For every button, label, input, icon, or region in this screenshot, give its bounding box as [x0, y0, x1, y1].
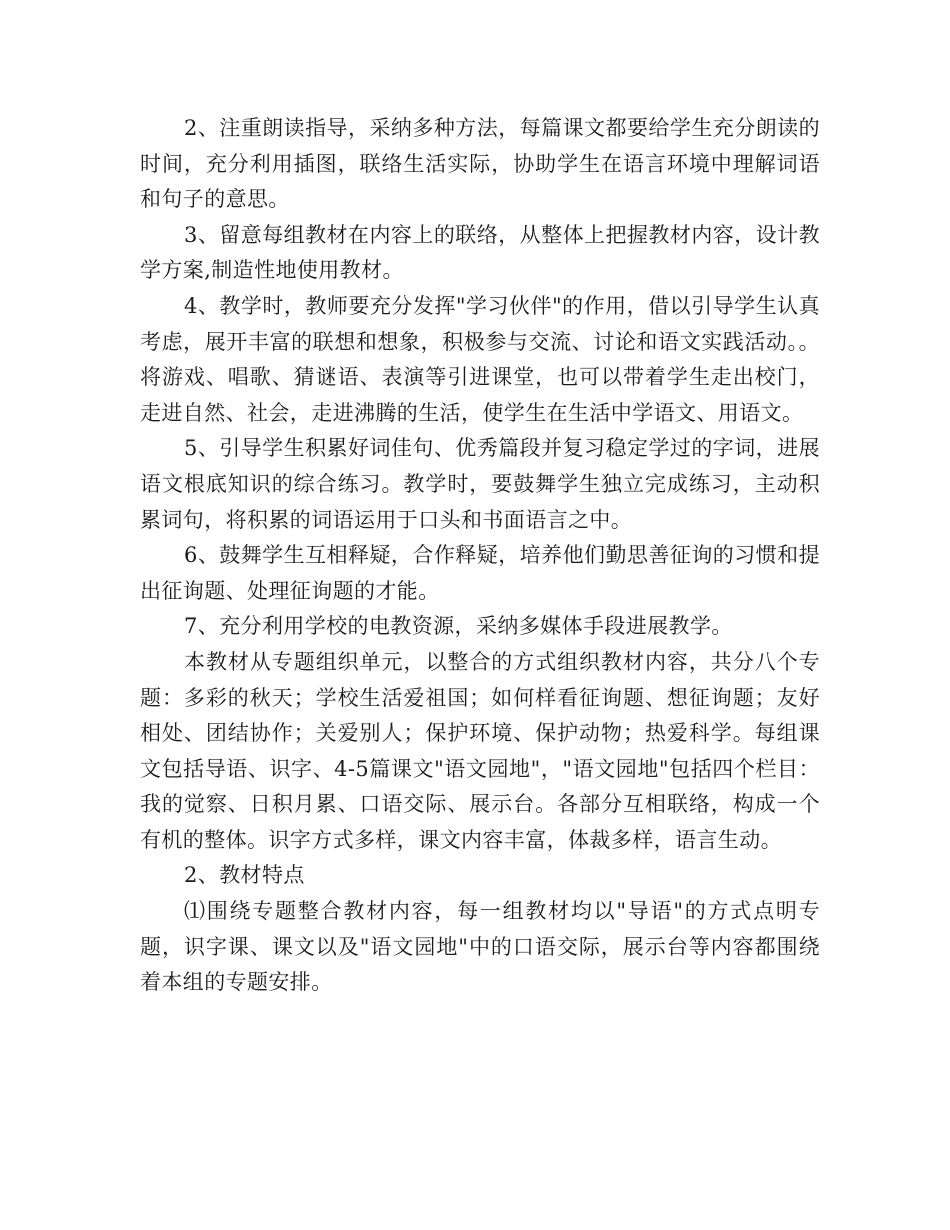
- paragraph-textbook-overview: 本教材从专题组织单元，以整合的方式组织教材内容，共分八个专题：多彩的秋天；学校生活爱祖国；如何样看征询题、想征询题；友好相处、团结协作；关爱别人；保护环境、保护动物；热爱科学。每组课文包括导语、识字、4-5篇课文"语文园地"，"语文园地"包括四个栏目：我的觉察、日积月累、口语交际、展示台。各部分互相联络，构成一个有机的整体。识字方式多样，课文内容丰富，体裁多样，语言生动。: [140, 649, 820, 852]
- paragraph-multimedia: 7、充分利用学校的电教资源，采纳多媒体手段进展教学。: [184, 614, 733, 639]
- paragraph-learning-partner: 4、教学时，教师要充分发挥"学习伙伴"的作用，借以引导学生认真考虑，展开丰富的联想和想象，积极参与交流、讨论和语文实践活动。。将游戏、唱歌、猜谜语、表演等引进课堂，也可以带着学生走出校门，走进自然、社会，走进沸腾的生活，使学生在生活中学语文、用语文。: [140, 293, 820, 425]
- section-heading-textbook-features: 2、教材特点: [184, 863, 305, 888]
- paragraph-accumulation: 5、引导学生积累好词佳句、优秀篇段并复习稳定学过的字词，进展语文根底知识的综合练习。教学时，要鼓舞学生独立完成练习，主动积累词句，将积累的词语运用于口头和书面语言之中。: [140, 436, 820, 532]
- document-body: [140, 111, 820, 1001]
- paragraph-reading-guidance: 2、注重朗读指导，采纳多种方法，每篇课文都要给学生充分朗读的时间，充分利用插图，联络生活实际，协助学生在语言环境中理解词语和句子的意思。: [140, 116, 820, 212]
- paragraph-theme-integration: ⑴围绕专题整合教材内容，每一组教材均以"导语"的方式点明专题，识字课、课文以及"语文园地"中的口语交际，展示台等内容都围绕着本组的专题安排。: [140, 899, 820, 995]
- paragraph-mutual-help: 6、鼓舞学生互相释疑，合作释疑，培养他们勤思善征询的习惯和提出征询题、处理征询题的才能。: [140, 543, 820, 603]
- paragraph-material-connection: 3、留意每组教材在内容上的联络，从整体上把握教材内容，设计教学方案,制造性地使用教材。: [140, 222, 820, 283]
